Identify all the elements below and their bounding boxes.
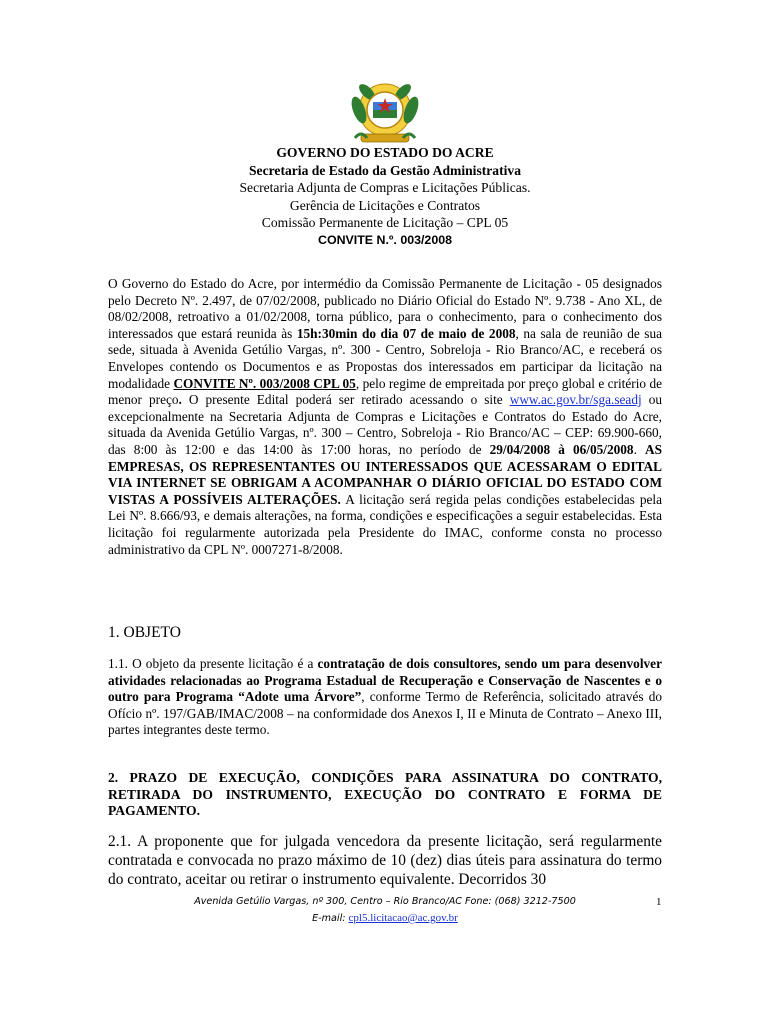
letterhead xyxy=(100,144,670,250)
intro-paragraph: O Governo do Estado do Acre, por intermédio da Comissão Permanente de Licitação - 05 designados pelo Decreto Nº. 2.497, de 07/02/2008, publicado no Diário Oficial do Estado Nº. 9.738 - Ano XL, de 08/02/2008, retroativo a 01/02/2008, torna público, para o conhecimento, para o conhecimento dos interessados que estará reunida às 15h:30min do dia 07 de maio de 2008, na sala de reunião de sua sede, situada à Avenida Getúlio Vargas, nº. 300 - Centro, Sobreloja - Rio Branco/AC, e receberá os Envelopes contendo os Documentos e as Propostas dos interessados em participar da licitação na modalidade CONVITE Nº. 003/2008 CPL 05, pelo regime de empreitada por preço global e critério de menor preço. O presente Edital poderá ser retirado acessando o site www.ac.gov.br/sga.seadj ou excepcionalmente na Secretaria Adjunta de Compras e Licitações e Contratos do Estado do Acre, situada da Avenida Getúlio Vargas, nº. 300 – Centro, Sobreloja - Rio Branco/AC – CEP: 69.900-660, das 8:00 às 12:00 e das 14:00 às 17:00 horas, no período de 29/04/2008 à 06/05/2008. AS EMPRESAS, OS REPRESENTANTES OU INTERESSADOS QUE ACESSARAM O EDITAL VIA INTERNET SE OBRIGAM A ACOMPANHAR O DIÁRIO OFICIAL DO ESTADO COM VISTAS A POSSÍVEIS ALTERAÇÕES. A licitação será regida pelas condições estabelecidas pela Lei Nº. 8.666/93, e demais alterações, na forma, condições e especificações a seguir estabelecidas. Esta licitação foi regularmente autorizada pela Presidente do IMAC, conforme consta no processo administrativo da CPL Nº. 0007271-8/2008. xyxy=(108,276,663,557)
section-1-heading: 1. OBJETO xyxy=(108,624,181,641)
invitation-number: CONVITE N.º. 003/2008 xyxy=(318,232,452,247)
footer-email-link[interactable]: cpl5.licitacao@ac.gov.br xyxy=(348,912,458,924)
contract-object: contratação de dois consultores, sendo um para desenvolver atividades relacionadas ao Programa Estadual de Recuperação e Conservação de Nascentes e o outro para Programa “Adote uma Árvore” xyxy=(108,656,662,705)
section-1-paragraph: 1.1. O objeto da presente licitação é a contratação de dois consultores, sendo um para desenvolver atividades relacionadas ao Programa Estadual de Recuperação e Conservação de Nascentes e o outro para Programa “Adote uma Árvore”, conforme Termo de Referência, solicitado através do Ofício nº. 197/GAB/IMAC/2008 – na conformidade dos Anexos I, II e Minuta de Contrato – Anexo III, partes integrantes deste termo. xyxy=(108,656,662,738)
footer-email-line: E-mail: cpl5.licitacao@ac.gov.br xyxy=(312,912,458,924)
secretariat-name: Secretaria de Estado da Gestão Administrativa xyxy=(249,162,521,178)
acre-state-coat-of-arms-icon xyxy=(347,80,423,146)
notice-warning: AS EMPRESAS, OS REPRESENTANTES OU INTERESSADOS QUE ACESSARAM O EDITAL VIA INTERNET SE OBRIGAM A ACOMPANHAR O DIÁRIO OFICIAL DO ESTADO COM VISTAS A POSSÍVEIS ALTERAÇÕES. xyxy=(108,441,662,507)
government-title: GOVERNO DO ESTADO DO ACRE xyxy=(276,145,494,160)
management-name: Gerência de Licitações e Contratos xyxy=(289,197,481,213)
footer-address: Avenida Getúlio Vargas, nº 300, Centro – Rio Branco/AC Fone: (068) 3212-7500 xyxy=(194,896,576,907)
page-number: 1 xyxy=(656,896,662,908)
commission-name: Comissão Permanente de Licitação – CPL 05 xyxy=(261,215,509,231)
invitation-reference: CONVITE Nº. 003/2008 CPL 05 xyxy=(173,375,356,391)
adjunct-secretariat: Secretaria Adjunta de Compras e Licitações Públicas. xyxy=(239,180,531,196)
edital-website-link[interactable]: www.ac.gov.br/sga.seadj xyxy=(509,392,642,408)
section-2-paragraph: 2.1. A proponente que for julgada vencedora da presente licitação, será regularmente contratada e convocada no prazo máximo de 10 (dez) dias úteis para assinatura do termo do contrato, aceitar ou retirar o instrumento equivalente. Decorridos 30 xyxy=(108,833,662,888)
section-2-heading: 2. PRAZO DE EXECUÇÃO, CONDIÇÕES PARA ASSINATURA DO CONTRATO, RETIRADA DO INSTRUMENTO, EXECUÇÃO DO CONTRATO E FORMA DE PAGAMENTO. xyxy=(108,770,662,819)
withdrawal-period: 29/04/2008 à 06/05/2008 xyxy=(489,441,634,457)
meeting-datetime: 15h:30min do dia 07 de maio de 2008 xyxy=(296,325,516,341)
